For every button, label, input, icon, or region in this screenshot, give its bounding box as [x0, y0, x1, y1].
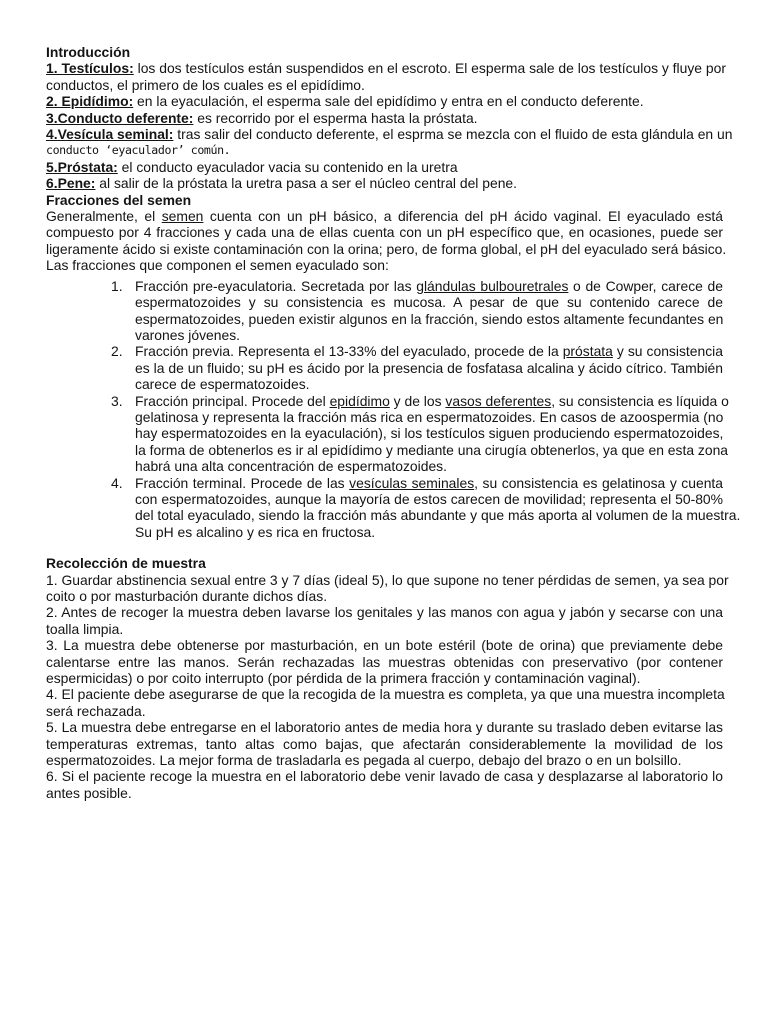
- epididimo-term: epidídimo: [329, 392, 390, 409]
- semen-link-text: semen: [161, 208, 204, 225]
- document-page: [46, 44, 741, 801]
- intro-item-testiculos-cont: conductos, el primero de los cuales es el epidídimo.: [46, 76, 365, 93]
- list-item-fraccion-1: 1. Fracción pre-eyaculatoria. Secretada por las glándulas bulbouretrales o de Cowper, carece de espermatozoides y su consistencia es mucosa. A pesar de que su contenido carece de espermatozoides, pueden existir algunos en la fracción, siendo estos altamente fecundantes en varones jóvenes.: [111, 277, 724, 343]
- list-number: 3.: [111, 392, 123, 409]
- fracciones-heading: Fracciones del semen: [46, 191, 192, 208]
- term-label: 4.Vesícula seminal:: [46, 126, 174, 143]
- fracciones-paragraph-line: ligeramente ácido si existe contaminación con la orina; pero, de forma global, el pH del eyaculado será básico.: [46, 240, 727, 257]
- list-item-fraccion-2: 2. Fracción previa. Representa el 13-33% del eyaculado, procede de la próstata y su consistencia es la de un fluido; su pH es ácido por la presencia de fosfatasa alcalina y ácido cítrico. También carece de espermatozoides.: [111, 343, 723, 393]
- intro-item-epididimo: 2. Epidídimo: en la eyaculación, el esperma sale del epidídimo y entra en el conducto deferente.: [46, 93, 644, 110]
- glandulas-bulbouretrales-term: glándulas bulbouretrales: [416, 277, 569, 294]
- fracciones-paragraph-line: compuesto por 4 fracciones y cada una de ellas cuenta con un pH específico que, en ocasiones, puede ser: [46, 224, 723, 241]
- recoleccion-heading: Recolección de muestra: [46, 555, 206, 572]
- list-number: 4.: [111, 474, 123, 491]
- intro-item-conducto-deferente: 3.Conducto deferente: es recorrido por el esperma hasta la próstata.: [46, 109, 478, 126]
- fracciones-paragraph-line: Las fracciones que componen el semen eyaculado son:: [46, 257, 389, 274]
- term-label: 2. Epidídimo:: [46, 93, 134, 110]
- recoleccion-item-5: 5. La muestra debe entregarse en el laboratorio antes de media hora y durante su traslado deben evitarse las temperaturas extremas, tanto altas como bajas, que afectarán considerablemente la movilidad de los espermatozoides. La mejor forma de trasladarla es pegada al cuerpo, debajo del brazo o en un bolsillo.: [46, 719, 723, 769]
- recoleccion-item-3: 3. La muestra debe obtenerse por masturbación, en un bote estéril (bote de orina) que previamente debe calentarse entre las manos. Serán rechazadas las muestras obtenidas con preservativo (por contener espermicidas) o por coito interrupto (por pérdida de la primera fracción y contaminación vaginal).: [46, 637, 723, 687]
- list-number: 1.: [111, 277, 123, 294]
- vesiculas-seminales-term: vesículas seminales: [349, 474, 475, 491]
- list-item-fraccion-3: 3. Fracción principal. Procede del epidídimo y de los vasos deferentes, su consistencia es líquida o gelatinosa y representa la fracción más rica en espermatozoides. En casos de azoospermia (no hay espermatozoides en la eyaculación), si los testículos siguen produciendo espermatozoides, la forma de obtenerlos es ir al epidídimo y mediante una cirugía obtenerlos, ya que en esta zona habrá una alta concentración de espermatozoides.: [111, 392, 729, 475]
- list-item-fraccion-4: 4. Fracción terminal. Procede de las vesículas seminales, su consistencia es gelatinosa y cuenta con espermatozoides, aunque la mayoría de estos carecen de movilidad; representa el 50-80% del total eyaculado, siendo la fracción más abundante y que más aporta al volumen de la muestra. Su pH es alcalino y es rica en fructosa.: [111, 474, 741, 540]
- vasos-deferentes-term: vasos deferentes: [445, 392, 552, 409]
- recoleccion-item-1: 1. Guardar abstinencia sexual entre 3 y 7 días (ideal 5), lo que supone no tener pérdidas de semen, ya sea por coito o por masturbación durante dichos días.: [46, 571, 729, 604]
- fracciones-paragraph-line: Generalmente, el semen cuenta con un pH básico, a diferencia del pH ácido vaginal. El eyaculado está: [46, 208, 723, 225]
- intro-item-testiculos: 1. Testículos: los dos testículos están suspendidos en el escroto. El esperma sale de los testículos y fluye por: [46, 60, 726, 77]
- prostata-term: próstata: [562, 343, 613, 360]
- recoleccion-item-6: 6. Si el paciente recoge la muestra en el laboratorio debe venir lavado de casa y desplazarse al laboratorio lo antes posible.: [46, 768, 723, 801]
- intro-item-prostata: 5.Próstata: el conducto eyaculador vacia su contenido en la uretra: [46, 158, 458, 175]
- term-label: 3.Conducto deferente:: [46, 109, 194, 126]
- term-label: 6.Pene:: [46, 175, 96, 192]
- list-number: 2.: [111, 343, 123, 360]
- recoleccion-item-4: 4. El paciente debe asegurarse de que la recogida de la muestra es completa, ya que una muestra incompleta será rechazada.: [46, 686, 725, 719]
- intro-item-vesicula-seminal: 4.Vesícula seminal: tras salir del conducto deferente, el esprma se mezcla con el fluido de esta glándula en un: [46, 126, 733, 143]
- intro-item-vesicula-seminal-cont: conducto ‘eyaculador’ común.: [46, 143, 231, 158]
- intro-heading: Introducción: [46, 44, 131, 60]
- term-label: 5.Próstata:: [46, 158, 118, 175]
- term-label: 1. Testículos:: [46, 60, 134, 77]
- recoleccion-item-2: 2. Antes de recoger la muestra deben lavarse los genitales y las manos con agua y jabón y secarse con una toalla limpia.: [46, 604, 723, 637]
- intro-item-pene: 6.Pene: al salir de la próstata la uretra pasa a ser el núcleo central del pene.: [46, 175, 518, 192]
